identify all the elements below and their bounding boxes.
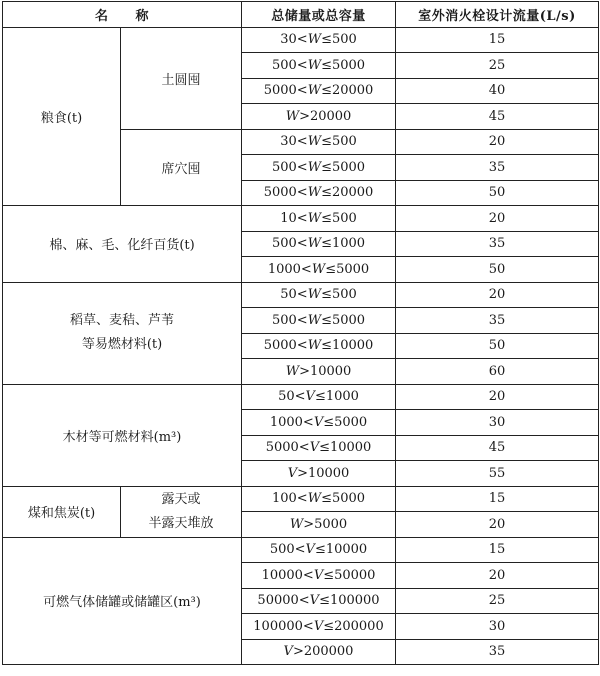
- flow-cell: 30: [396, 614, 599, 640]
- capacity-cell: V>10000: [242, 461, 396, 487]
- table-row: [3, 384, 599, 410]
- flow-cell: 30: [396, 410, 599, 436]
- table-row: [3, 486, 599, 512]
- table-row: [3, 282, 599, 308]
- flow-cell: 20: [396, 563, 599, 589]
- flow-cell: 35: [396, 155, 599, 181]
- capacity-cell: V>200000: [242, 639, 396, 665]
- header-flow: 室外消火栓设计流量(L/s): [396, 2, 599, 28]
- capacity-cell: 500<W≤1000: [242, 231, 396, 257]
- flow-cell: 25: [396, 588, 599, 614]
- category-straw-line1: 稻草、麦秸、芦苇: [70, 313, 175, 328]
- table-header-row: [3, 2, 599, 28]
- category-timber: 木材等可燃材料(m³): [3, 384, 242, 486]
- capacity-cell: 30<W≤500: [242, 129, 396, 155]
- table-row: [3, 206, 599, 232]
- capacity-cell: 500<W≤5000: [242, 155, 396, 181]
- flow-cell: 40: [396, 78, 599, 104]
- flow-cell: 35: [396, 231, 599, 257]
- category-grain: 粮食(t): [3, 27, 121, 206]
- capacity-cell: 500<W≤5000: [242, 53, 396, 79]
- capacity-cell: 5000<W≤10000: [242, 333, 396, 359]
- flow-cell: 15: [396, 486, 599, 512]
- flow-cell: 50: [396, 333, 599, 359]
- flow-cell: 20: [396, 129, 599, 155]
- capacity-cell: 1000<V≤5000: [242, 410, 396, 436]
- subcategory-open-line2: 半露天堆放: [148, 515, 214, 531]
- category-coal: 煤和焦炭(t): [3, 486, 121, 537]
- capacity-cell: 50<W≤500: [242, 282, 396, 308]
- flow-cell: 45: [396, 104, 599, 130]
- table-row: [3, 27, 599, 53]
- capacity-cell: 10<W≤500: [242, 206, 396, 232]
- capacity-cell: 5000<V≤10000: [242, 435, 396, 461]
- flow-cell: 35: [396, 639, 599, 665]
- capacity-cell: W>20000: [242, 104, 396, 130]
- flow-cell: 20: [396, 282, 599, 308]
- capacity-cell: 10000<V≤50000: [242, 563, 396, 589]
- capacity-cell: W>10000: [242, 359, 396, 385]
- capacity-cell: 50000<V≤100000: [242, 588, 396, 614]
- capacity-cell: 1000<W≤5000: [242, 257, 396, 283]
- capacity-cell: 500<W≤5000: [242, 308, 396, 334]
- header-name: 名 称: [3, 2, 242, 28]
- capacity-cell: 5000<W≤20000: [242, 180, 396, 206]
- subcategory-tuyuandun: 土圆囤: [121, 27, 242, 129]
- category-straw-line2: 等易燃材料(t): [81, 337, 163, 352]
- capacity-cell: 100000<V≤200000: [242, 614, 396, 640]
- flow-cell: 35: [396, 308, 599, 334]
- flow-cell: 45: [396, 435, 599, 461]
- capacity-cell: 500<V≤10000: [242, 537, 396, 563]
- table-row: [3, 537, 599, 563]
- capacity-cell: 100<W≤5000: [242, 486, 396, 512]
- flow-cell: 15: [396, 27, 599, 53]
- flow-cell: 20: [396, 206, 599, 232]
- header-capacity: 总储量或总容量: [242, 2, 396, 28]
- fire-hydrant-flow-table: [2, 1, 599, 665]
- flow-cell: 50: [396, 180, 599, 206]
- category-gas-tanks: 可燃气体储罐或储罐区(m³): [3, 537, 242, 665]
- flow-cell: 20: [396, 384, 599, 410]
- subcategory-xixuedun: 席穴囤: [121, 129, 242, 206]
- category-straw: [3, 282, 242, 384]
- flow-cell: 55: [396, 461, 599, 487]
- flow-cell: 50: [396, 257, 599, 283]
- category-textiles: 棉、麻、毛、化纤百货(t): [3, 206, 242, 283]
- capacity-cell: 50<V≤1000: [242, 384, 396, 410]
- flow-cell: 15: [396, 537, 599, 563]
- capacity-cell: 30<W≤500: [242, 27, 396, 53]
- flow-cell: 25: [396, 53, 599, 79]
- subcategory-open-line1: 露天或: [161, 491, 201, 507]
- capacity-cell: 5000<W≤20000: [242, 78, 396, 104]
- flow-cell: 60: [396, 359, 599, 385]
- capacity-cell: W>5000: [242, 512, 396, 538]
- subcategory-open-storage: [121, 486, 242, 537]
- flow-cell: 20: [396, 512, 599, 538]
